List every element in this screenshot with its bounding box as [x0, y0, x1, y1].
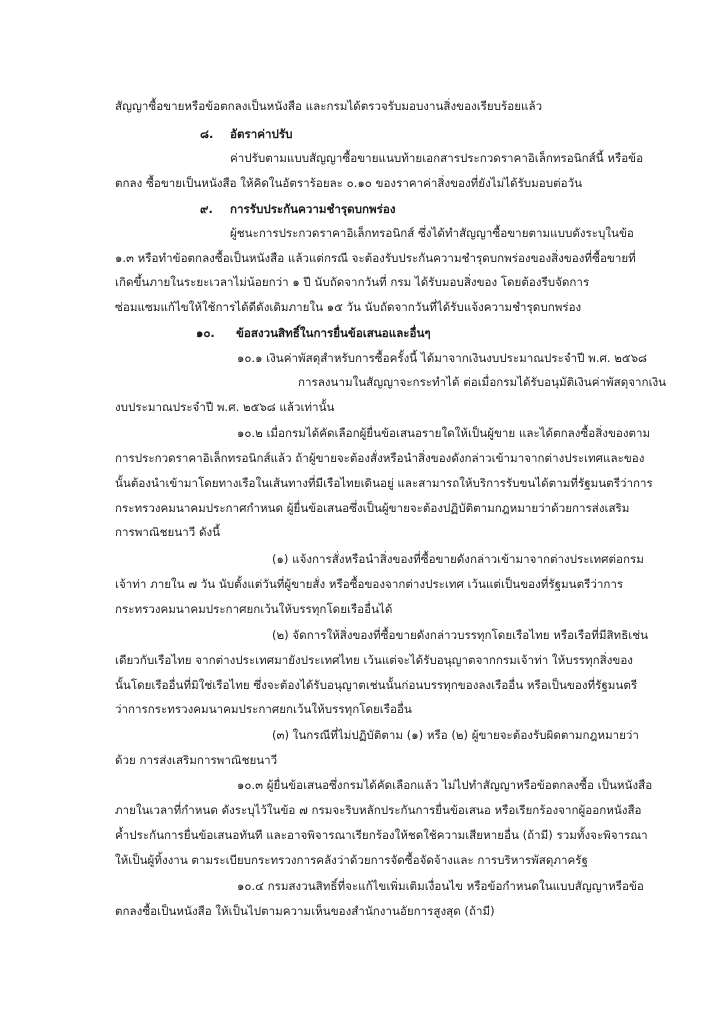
section-10-4-line: ๑๐.๔ กรมสงวนสิทธิ์ที่จะแก้ไขเพิ่มเติมเงื่อนไข หรือข้อกำหนดในแบบสัญญาหรือข้อ [237, 879, 644, 893]
section-10-2-line: นั้นต้องนำเข้ามาโดยทางเรือในเส้นทางที่มีเรือไทยเดินอยู่ และสามารถให้บริการรับขนได้ตามที่รัฐมนตรีว่าการ [115, 476, 653, 490]
section-10-3-line: ค้ำประกันการยื่นข้อเสนอทันที และอาจพิจารณาเรียกร้องให้ชดใช้ความเสียหายอื่น (ถ้ามี) รวมทั้งจะพิจารณา [115, 828, 648, 842]
section-10-4-line: ตกลงซื้อเป็นหนังสือ ให้เป็นไปตามความเห็นของสำนักงานอัยการสูงสุด (ถ้ามี) [115, 904, 495, 918]
section-10-3-line: ให้เป็นผู้ทิ้งงาน ตามระเบียบกระทรวงการคลังว่าด้วยการจัดซื้อจัดจ้างและ การบริหารพัสดุภาครัฐ [115, 853, 588, 867]
section-9-title: การรับประกันความชำรุดบกพร่อง [230, 202, 396, 216]
item-1-line: เจ้าท่า ภายใน ๗ วัน นับตั้งแต่วันที่ผู้ขายสั่ง หรือซื้อของจากต่างประเทศ เว้นแต่เป็นของที่รัฐมนตรีว่าการ [115, 577, 624, 591]
continuation-line: สัญญาซื้อขายหรือข้อตกลงเป็นหนังสือ และกรมได้ตรวจรับมอบงานสิ่งของเรียบร้อยแล้ว [115, 99, 543, 113]
item-2-line: (๒) จัดการให้สิ่งของที่ซื้อขายดังกล่าวบรรทุกโดยเรือไทย หรือเรือที่มีสิทธิเช่น [272, 628, 649, 642]
section-9-number: ๙. [200, 202, 213, 216]
item-3-line: (๓) ในกรณีที่ไม่ปฏิบัติตาม (๑) หรือ (๒) ผู้ขายจะต้องรับผิดตามกฎหมายว่า [272, 728, 639, 742]
section-10-2-line: ๑๐.๒ เมื่อกรมได้คัดเลือกผู้ยื่นข้อเสนอรายใดให้เป็นผู้ขาย และได้ตกลงซื้อสิ่งของตาม [237, 426, 651, 440]
item-2-line: เดียวกับเรือไทย จากต่างประเทศมายังประเทศไทย เว้นแต่จะได้รับอนุญาตจากกรมเจ้าท่า ให้บรรทุกสิ่งของ [115, 653, 633, 667]
section-9-line: เกิดขึ้นภายในระยะเวลาไม่น้อยกว่า ๑ ปี นับถัดจากวันที่ กรม ได้รับมอบสิ่งของ โดยต้องรีบจัดการ [115, 275, 590, 289]
item-3-line: ด้วย การส่งเสริมการพาณิชยนาวี [115, 753, 278, 767]
section-10-3-line: ๑๐.๓ ผู้ยื่นข้อเสนอซึ่งกรมได้คัดเลือกแล้ว ไม่ไปทำสัญญาหรือข้อตกลงซื้อ เป็นหนังสือ [237, 778, 653, 792]
item-2-line: ว่าการกระทรวงคมนาคมประกาศยกเว้นให้บรรทุกโดยเรืออื่น [115, 702, 412, 716]
item-1-line: กระทรวงคมนาคมประกาศยกเว้นให้บรรทุกโดยเรืออื่นได้ [115, 602, 393, 616]
section-10-2-line: กระทรวงคมนาคมประกาศกำหนด ผู้ยื่นข้อเสนอซึ่งเป็นผู้ขายจะต้องปฏิบัติตามกฎหมายว่าด้วยการส่งเสริม [115, 501, 630, 515]
section-10-1-line: การลงนามในสัญญาจะกระทำได้ ต่อเมื่อกรมได้รับอนุมัติเงินค่าพัสดุจากเงิน [298, 375, 667, 389]
section-10-2-line: การพาณิชยนาวี ดังนี้ [115, 525, 221, 539]
section-10-2-line: การประกวดราคาอิเล็กทรอนิกส์แล้ว ถ้าผู้ขายจะต้องสั่งหรือนำสิ่งของดังกล่าวเข้ามาจากต่างประเทศและของ [115, 451, 645, 465]
section-9-line: ๑.๓ หรือทำข้อตกลงซื้อเป็นหนังสือ แล้วแต่กรณี จะต้องรับประกันความชำรุดบกพร่องของสิ่งของที่ซื้อขายที่ [115, 251, 636, 265]
section-10-1-line: ๑๐.๑ เงินค่าพัสดุสำหรับการซื้อครั้งนี้ ได้มาจากเงินงบประมาณประจำปี พ.ศ. ๒๕๖๘ [237, 351, 647, 365]
item-1-line: (๑) แจ้งการสั่งหรือนำสิ่งของที่ซื้อขายดังกล่าวเข้ามาจากต่างประเทศต่อกรม [272, 552, 644, 566]
section-8-title: อัตราค่าปรับ [230, 127, 293, 141]
section-9-line: ผู้ชนะการประกวดราคาอิเล็กทรอนิกส์ ซึ่งได้ทำสัญญาซื้อขายตามแบบดังระบุในข้อ [230, 226, 634, 240]
section-10-number: ๑๐. [196, 326, 215, 340]
section-10-1-line: งบประมาณประจำปี พ.ศ. ๒๕๖๘ แล้วเท่านั้น [115, 400, 335, 414]
section-10-title: ข้อสงวนสิทธิ์ในการยื่นข้อเสนอและอื่นๆ [236, 326, 431, 340]
section-9-line: ซ่อมแซมแก้ไขให้ใช้การได้ดีดังเดิมภายใน ๑๕ วัน นับถัดจากวันที่ได้รับแจ้งความชำรุดบกพร่อง [115, 300, 582, 314]
section-8-number: ๘. [200, 127, 214, 141]
item-2-line: นั้นโดยเรืออื่นที่มิใช่เรือไทย ซึ่งจะต้องได้รับอนุญาตเช่นนั้นก่อนบรรทุกของลงเรืออื่น หรือเป็นของที่รัฐมนตรี [115, 678, 638, 692]
section-8-line: ตกลง ซื้อขายเป็นหนังสือ ให้คิดในอัตราร้อยละ ๐.๑๐ ของราคาค่าสิ่งของที่ยังไม่ได้รับมอบต่อวัน [115, 176, 583, 190]
section-10-3-line: ภายในเวลาที่กำหนด ดังระบุไว้ในข้อ ๗ กรมจะริบหลักประกันการยื่นข้อเสนอ หรือเรียกร้องจากผู้ออกหนังสือ [115, 803, 642, 817]
section-8-line: ค่าปรับตามแบบสัญญาซื้อขายแนบท้ายเอกสารประกวดราคาอิเล็กทรอนิกส์นี้ หรือข้อ [230, 151, 644, 165]
